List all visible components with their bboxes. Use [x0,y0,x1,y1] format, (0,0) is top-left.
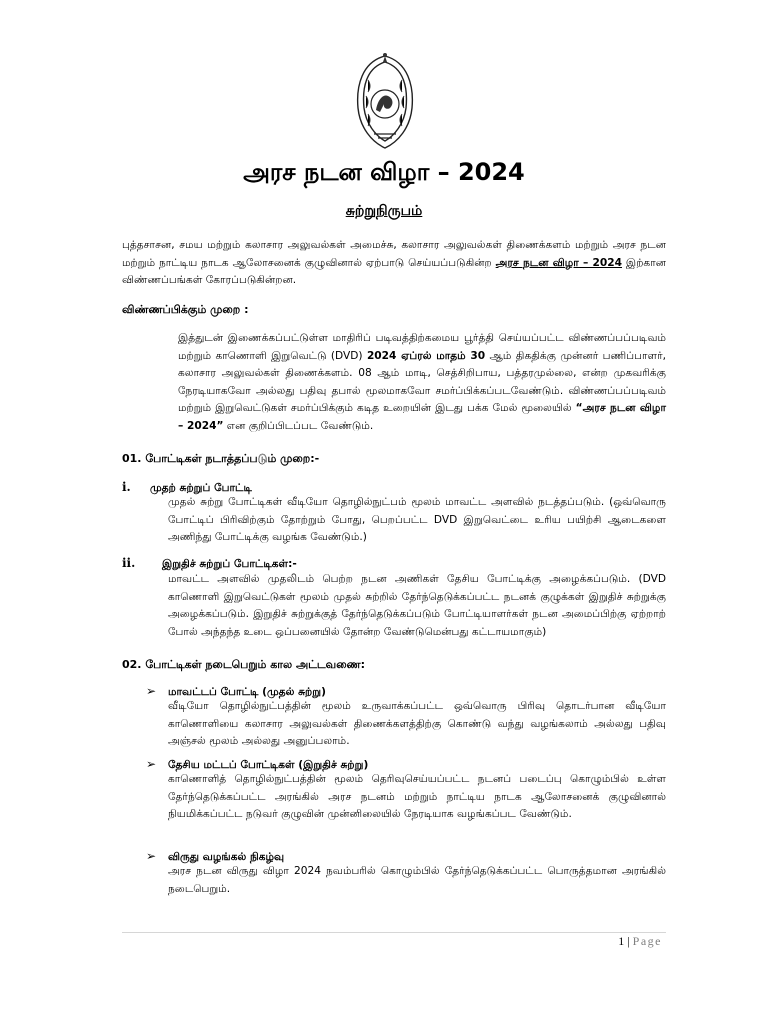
final-round-text: மாவட்ட அளவில் முதலிடம் பெற்ற நடன அணிகள் தேசிய போட்டிக்கு அழைக்கப்படும். (DVD காணொளி இறுவெட்டுகள் மூலம் முதல் சுற்றில் தேர்ந்தெடுக்கப்பட்ட நடனக் குழுக்கள் இறுதிச் சுற்றுக்கு அழைக்கப்படும். இறுதிச் சுற்றுக்குத் தேர்ந்தெடுக்கப்படும் போட்டியாளர்கள் நடன அமைப்பிற்கு ஏற்றாற் போல் அந்தந்த உடை ஒப்பனையில் தோன்ற வேண்டுமென்பது கட்டாயமாகும்) [168,573,666,638]
apply-paragraph: இத்துடன் இணைக்கப்பட்டுள்ள மாதிரிப் படிவத்திற்கமைய பூர்த்தி செய்யப்பட்ட விண்ணப்பப்படிவம் மற்றும் காணொளி இறுவெட்டு (DVD) 2024 ஏப்ரல் மாதம் 30 ஆம் திகதிக்கு முன்னர் பணிப்பாளர், கலாசார அலுவல்கள் திணைக்களம். 08 ஆம் மாடி, செத்சிறிபாய, பத்தரமுல்லை, என்ற முகவரிக்கு நேரடியாகவோ அல்லது பதிவு தபால் மூலமாகவோ சமர்ப்பிக்கப்படவேண்டும். விண்ணப்பப்படிவம் மற்றும் இறுவெட்டுகள் சமர்ப்பிக்கும் கடித உறையின் இடது பக்க மேல் மூலையில் “அரச நடன விழா – 2024” என குறிப்பிடப்பட வேண்டும். [178,332,667,432]
festival-name-highlight: அரச நடன விழா – 2024 [495,256,623,269]
item-numeral: i. [122,480,131,494]
footer-rule [122,932,666,933]
arrow-bullet-icon: ➢ [146,757,157,771]
page-footer [618,934,662,949]
page-label: Page [632,934,662,948]
round1-label: முதற் சுற்றுப் போட்டி [150,482,252,494]
district-competition-label: மாவட்டப் போட்டி (முதல் சுற்று) [168,686,326,698]
arrow-bullet-icon: ➢ [146,684,157,698]
page-number: 1 [618,934,625,948]
item-numeral: ii. [122,556,136,570]
award-ceremony-label: விருது வழங்கல் நிகழ்வு [168,851,285,863]
national-competition-text: காணொளித் தொழில்நுட்பத்தின் மூலம் தெரிவுசெய்யப்பட்ட நடனப் படைப்பு கொழும்பில் உள்ள தேர்ந்தெடுக்கப்பட்ட அரங்கில் அரச நடனம் மற்றும் நாட்டிய நாடக ஆலோசனைக் குழுவினால் நியமிக்கப்பட்ட நடுவர் குழுவின் முன்னிலையில் நேரடியாக வழங்கப்பட வேண்டும். [168,773,666,820]
arrow-bullet-icon: ➢ [146,849,157,863]
intro-paragraph: புத்தசாசன, சமய மற்றும் கலாசார அலுவல்கள் அமைச்சு, கலாசார அலுவல்கள் திணைக்களம் மற்றும் அரச நடன மற்றும் நாட்டிய நாடக ஆலோசனைக் குழுவினால் ஏற்பாடு செய்யப்படுகின்ற அரச நடன விழா – 2024 இற்கான விண்ணப்பங்கள் கோரப்படுகின்றன. [122,239,667,286]
section2-heading: 02. போட்டிகள் நடைபெறும் கால அட்டவணை: [122,658,366,671]
section1-heading: 01. போட்டிகள் நடாத்தப்படும் முறை:- [122,452,320,465]
apply-heading: விண்ணப்பிக்கும் முறை : [122,303,249,316]
page-title: அரச நடன விழா – 2024 [243,158,525,186]
award-ceremony-text: அரச நடன விருது விழா 2024 நவம்பரில் கொழும்பில் தேர்ந்தெடுக்கப்பட்ட பொருத்தமான அரங்கில் நடைபெறும். [168,865,666,895]
emblem-icon [350,52,420,152]
round1-text: முதல் சுற்று போட்டிகள் வீடியோ தொழில்நுட்பம் மூலம் மாவட்ட அளவில் நடத்தப்படும். (ஒவ்வொரு போட்டிப் பிரிவிற்கும் தோற்றும் போது, பெறப்பட்ட DVD இறுவெட்டை உரிய பயிற்சி ஆடைகளை அணிந்து போட்டிக்கு வழங்க வேண்டும்.) [168,496,666,543]
footer-separator: | [627,934,630,948]
page-subtitle: சுற்றுநிருபம் [345,203,423,219]
district-competition-text: வீடியோ தொழில்நுட்பத்தின் மூலம் உருவாக்கப்பட்ட ஒவ்வொரு பிரிவு தொடர்பான வீடியோ காணொளியை கலாசார அலுவல்கள் திணைக்களத்திற்கு கொண்டு வந்து வழங்கலாம் அல்லது பதிவு அஞ்சல் மூலம் அல்லது அனுப்பலாம். [168,700,666,747]
envelope-label: “அரச நடன விழா – 2024” [178,402,666,432]
final-round-label: இறுதிச் சுற்றுப் போட்டிகள்:- [162,558,297,570]
apply-deadline: 2024 ஏப்ரல் மாதம் 30 [366,349,486,362]
national-competition-label: தேசிய மட்டப் போட்டிகள் (இறுதிச் சுற்று) [168,759,369,771]
